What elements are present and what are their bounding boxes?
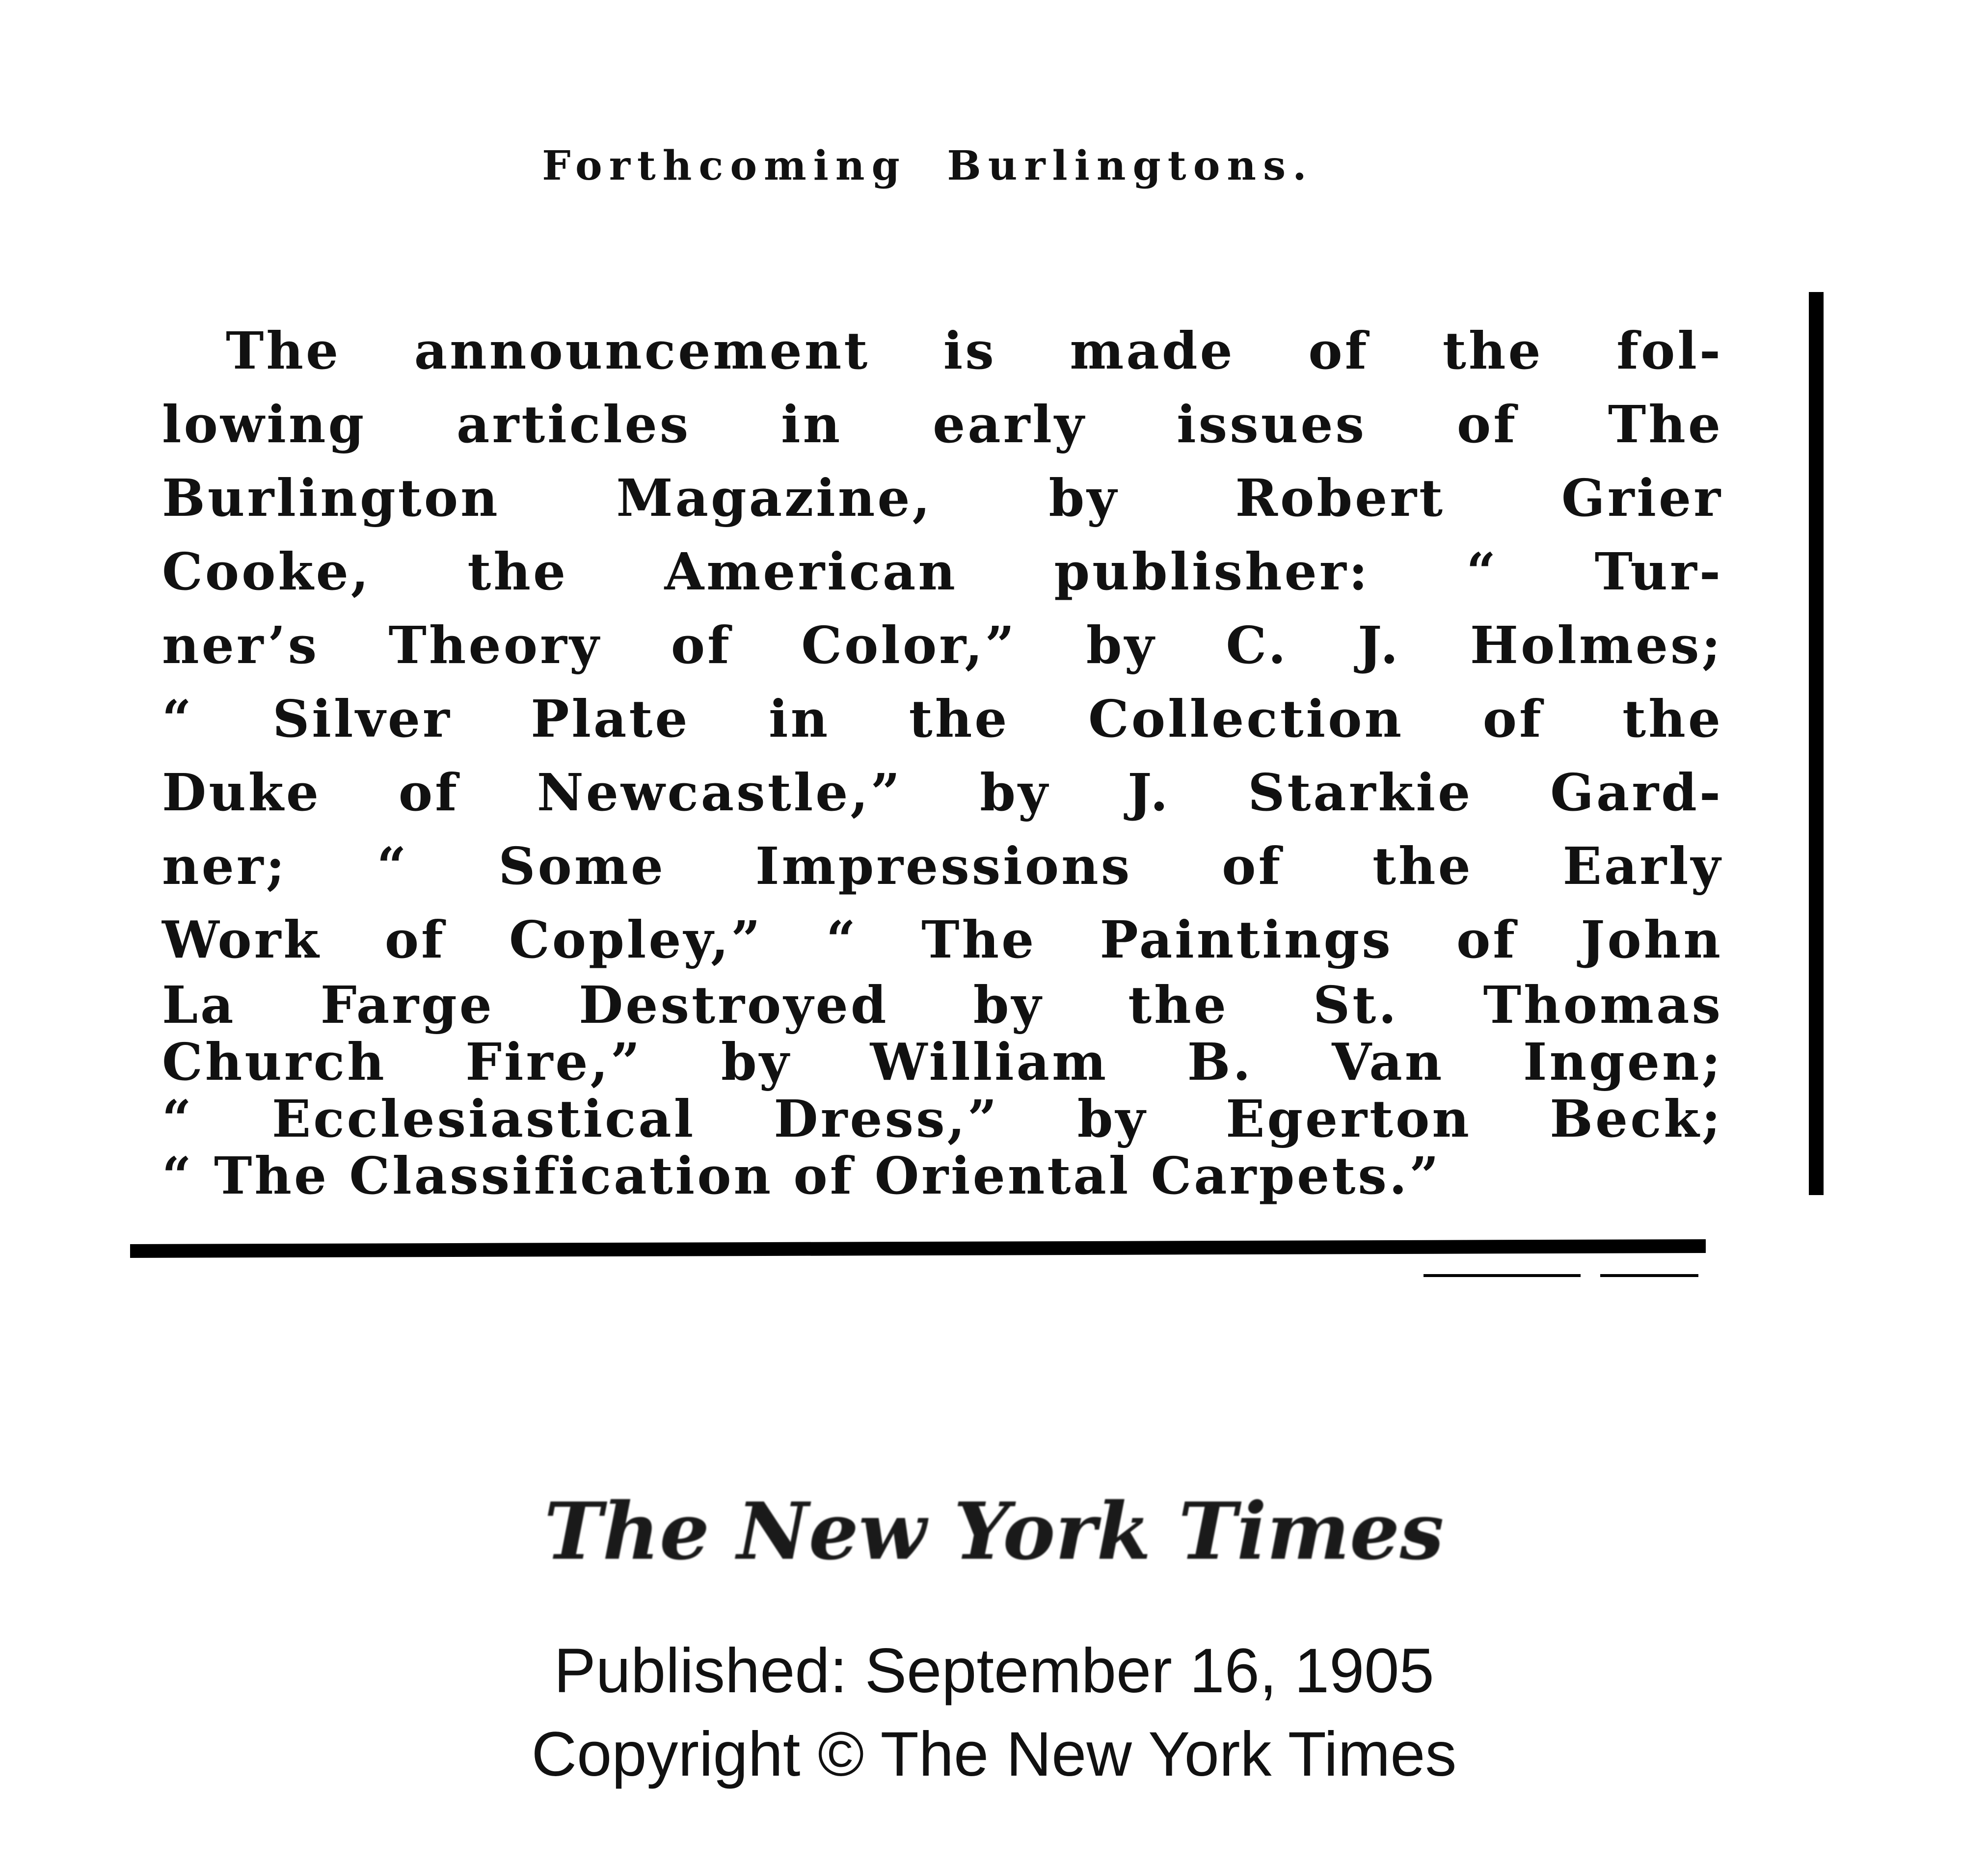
article-line: Cooke, the American publisher: “ Tur- bbox=[162, 541, 1723, 602]
article-line: Work of Copley,” “ The Paintings of John bbox=[162, 909, 1723, 970]
article-line: The announcement is made of the fol- bbox=[226, 320, 1723, 381]
copyright-notice: Copyright © The New York Times bbox=[531, 1719, 1457, 1789]
rule-fragment bbox=[1600, 1274, 1698, 1277]
article-line: ner’s Theory of Color,” by C. J. Holmes; bbox=[162, 615, 1723, 675]
article-line: Burlington Magazine, by Robert Grier bbox=[162, 468, 1723, 528]
article-line: lowing articles in early issues of The bbox=[162, 394, 1723, 454]
article-line: “ Silver Plate in the Collection of the bbox=[162, 689, 1723, 749]
published-date: Published: September 16, 1905 bbox=[554, 1636, 1434, 1706]
article-line: La Farge Destroyed by the St. Thomas bbox=[162, 975, 1723, 1035]
article-line: Church Fire,” by William B. Van Ingen; bbox=[162, 1032, 1723, 1092]
nyt-masthead-logo: The New York Times bbox=[544, 1485, 1444, 1577]
article-line: Duke of Newcastle,” by J. Starkie Gard- bbox=[162, 762, 1723, 823]
article-line: “ Ecclesiastical Dress,” by Egerton Beck; bbox=[162, 1089, 1723, 1149]
article-body bbox=[162, 314, 1723, 1204]
article-headline: Forthcoming Burlingtons. bbox=[542, 142, 1314, 189]
article-line: ner; “ Some Impressions of the Early bbox=[162, 836, 1723, 896]
article-line: “ The Classification of Oriental Carpets.” bbox=[162, 1146, 1441, 1206]
column-rule-bottom bbox=[130, 1239, 1706, 1258]
rule-fragment bbox=[1424, 1274, 1581, 1277]
column-rule-right bbox=[1809, 292, 1824, 1195]
